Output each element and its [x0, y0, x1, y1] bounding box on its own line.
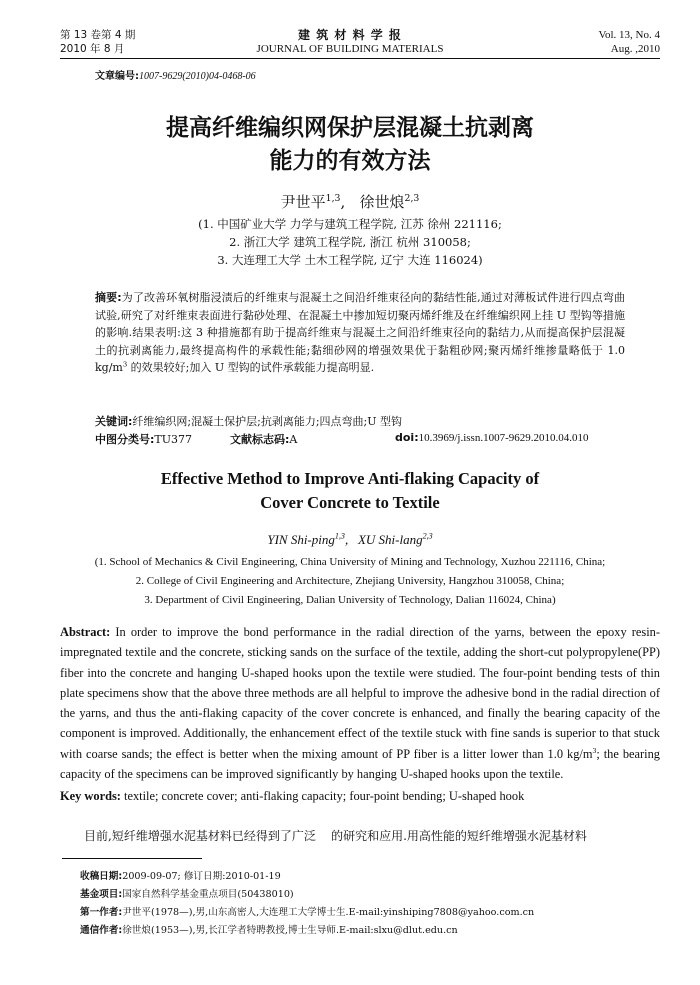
- keywords-cn-text: 纤维编织网;混凝土保护层;抗剥离能力;四点弯曲;U 型钩: [132, 415, 402, 428]
- header-right: [598, 28, 660, 56]
- footnote-funding-label: 基金项目:: [80, 889, 123, 900]
- doi-label: doi:: [395, 431, 419, 444]
- footnote-first-author-label: 第一作者:: [80, 907, 123, 918]
- author-en-sep: ,: [344, 532, 358, 547]
- keywords-en-label: Key words:: [60, 789, 121, 803]
- author-cn-1-sup: 1,3: [325, 193, 341, 204]
- author-cn-sep: ,: [340, 193, 360, 211]
- abstract-cn-text: 为了改善环氧树脂浸渍后的纤维束与混凝土之间沿纤维束径向的黏结性能,通过对薄板试件进行四点弯曲试验,研究了对纤维束表面进行黏砂处理、在混凝土中掺加短切聚丙烯纤维及在纤维编织网上挂 U 型钩等措施的影响.结果表明:这 3 种措施都有助于提高纤维束与混凝土之间沿纤维束径向的黏结力,从而提高保护层混凝土的抗剥离能力,最终提高构件的承载性能;黏细砂网的增强效果优于黏粗砂网;聚丙烯纤维掺量略低于 1.0 kg/m: [95, 291, 625, 375]
- footnote-corresponding-text: 徐世烺(1953—),男,长江学者特聘教授,博士生导师.E-mail:slxu@dlut.edu.cn: [122, 925, 458, 936]
- article-number-value: 1007-9629(2010)04-0468-06: [139, 71, 256, 82]
- affiliation-cn-2: 2. 浙江大学 建筑工程学院, 浙江 杭州 310058;: [229, 235, 471, 249]
- classification-line: [95, 431, 665, 447]
- clc-label: 中图分类号:: [95, 433, 155, 446]
- affiliation-cn-3: 3. 大连理工大学 土木工程学院, 辽宁 大连 116024): [217, 253, 483, 267]
- footnote-funding-text: 国家自然科学基金重点项目(50438010): [122, 889, 294, 900]
- footnote-first-author: [80, 904, 660, 922]
- footnote-corresponding-label: 通信作者:: [80, 925, 123, 936]
- doc-code-value: A: [289, 433, 298, 446]
- author-en-1-sup: 1,3: [334, 531, 345, 541]
- doi: [395, 431, 589, 444]
- abstract-en: [60, 622, 660, 784]
- footnote-corresponding: [80, 922, 660, 940]
- authors-cn: [0, 191, 700, 212]
- affiliation-en-2: 2. College of Civil Engineering and Architecture, Zhejiang University, Hangzhou 310058, China;: [135, 575, 565, 587]
- header-date: 2010 年 8 月: [60, 43, 125, 55]
- author-en-1: YIN Shi-ping: [267, 532, 335, 547]
- abstract-en-text: In order to improve the bond performance in the radial direction of the yarns, between the epoxy resin-impregnated textile and the concrete, sticking sands on the surface of the textile, adding the short-cut polypropylene(PP) fiber into the concrete and hanging U-shaped hooks upon the textile were studied. The four-point bending tests of thin plate specimens show that the above three methods are all helpful to improve the adhesive bond in the radial direction of the yarns, and thus the anti-flaking capacity of the cover concrete is enhanced, and finally the bearing capacity of the component is improved. Additionally, the enhancement effect of the textile stuck with fine sands is superior to that stuck with coarse sands; the effect is better when the mixing amount of PP fiber is a litter lower than 1.0 kg/m: [60, 625, 660, 761]
- header-rule: [60, 58, 660, 59]
- doc-code-label: 文献标志码:: [230, 433, 290, 446]
- title-en-line1: Effective Method to Improve Anti-flaking Capacity of: [160, 469, 540, 488]
- keywords-en: [60, 786, 660, 806]
- keywords-cn: [95, 413, 625, 431]
- header-date-en: Aug. ,2010: [610, 43, 660, 55]
- abstract-cn-label: 摘要:: [95, 291, 122, 304]
- footnote-rule: [62, 858, 202, 859]
- abstract-cn-sup: 3: [122, 360, 128, 369]
- footnote-funding: [80, 886, 660, 904]
- abstract-en-sup: 3: [592, 745, 597, 755]
- footnotes: [80, 868, 660, 940]
- footnote-first-author-text: 尹世平(1978—),男,山东高密人,大连理工大学博士生.E-mail:yinshiping7808@yahoo.com.cn: [122, 907, 535, 918]
- footnote-received-label: 收稿日期:: [80, 871, 123, 882]
- doc-code: [230, 431, 297, 447]
- keywords-cn-label: 关键词:: [95, 415, 133, 428]
- affiliation-en-3: 3. Department of Civil Engineering, Dalian University of Technology, Dalian 116024, China): [144, 594, 556, 606]
- article-number-label: 文章编号:: [95, 71, 139, 82]
- abstract-cn: [95, 289, 625, 377]
- abstract-en-text-end: ; the bearing capacity of the specimens can be improved significantly by hanging U-shaped hooks upon the textile.: [60, 746, 660, 782]
- affiliation-cn-1: (1. 中国矿业大学 力学与建筑工程学院, 江苏 徐州 221116;: [198, 217, 502, 231]
- header-vol-en: Vol. 13, No. 4: [598, 29, 660, 41]
- author-cn-2-sup: 2,3: [404, 193, 420, 204]
- body-paragraph: 目前,短纤维增强水泥基材料已经得到了广泛 的研究和应用.用高性能的短纤维增强水泥基材料: [84, 829, 587, 843]
- footnote-received-text: 2009-09-07; 修订日期:2010-01-19: [122, 871, 281, 882]
- article-number: [95, 67, 256, 82]
- authors-en: [0, 532, 700, 548]
- header-volume: 第 13 卷第 4 期: [60, 29, 136, 41]
- author-en-2-sup: 2,3: [422, 531, 433, 541]
- author-cn-2: 徐世烺: [359, 193, 405, 211]
- clc-value: TU377: [154, 433, 193, 446]
- doi-value: 10.3969/j.issn.1007-9629.2010.04.010: [418, 432, 589, 444]
- header-center: [200, 28, 500, 56]
- title-cn-line1: 提高纤维编织网保护层混凝土抗剥离: [166, 115, 534, 141]
- title-en-line2: Cover Concrete to Textile: [260, 493, 440, 512]
- author-en-2: XU Shi-lang: [357, 532, 423, 547]
- header-left: [60, 28, 135, 56]
- journal-name-cn: 建 筑 材 料 学 报: [298, 28, 402, 42]
- affiliation-en-1: (1. School of Mechanics & Civil Engineering, China University of Mining and Technology, Xuzhou 221116, China;: [94, 556, 606, 568]
- author-cn-1: 尹世平: [280, 193, 326, 211]
- journal-name-en: JOURNAL OF BUILDING MATERIALS: [256, 43, 444, 55]
- abstract-cn-text-end: 的效果较好;加入 U 型钩的试件承载能力提高明显.: [127, 361, 375, 375]
- keywords-en-text: textile; concrete cover; anti-flaking capacity; four-point bending; U-shaped hook: [120, 789, 525, 803]
- abstract-en-label: Abstract:: [60, 625, 111, 639]
- footnote-received: [80, 868, 660, 886]
- title-cn-line2: 能力的有效方法: [269, 148, 431, 174]
